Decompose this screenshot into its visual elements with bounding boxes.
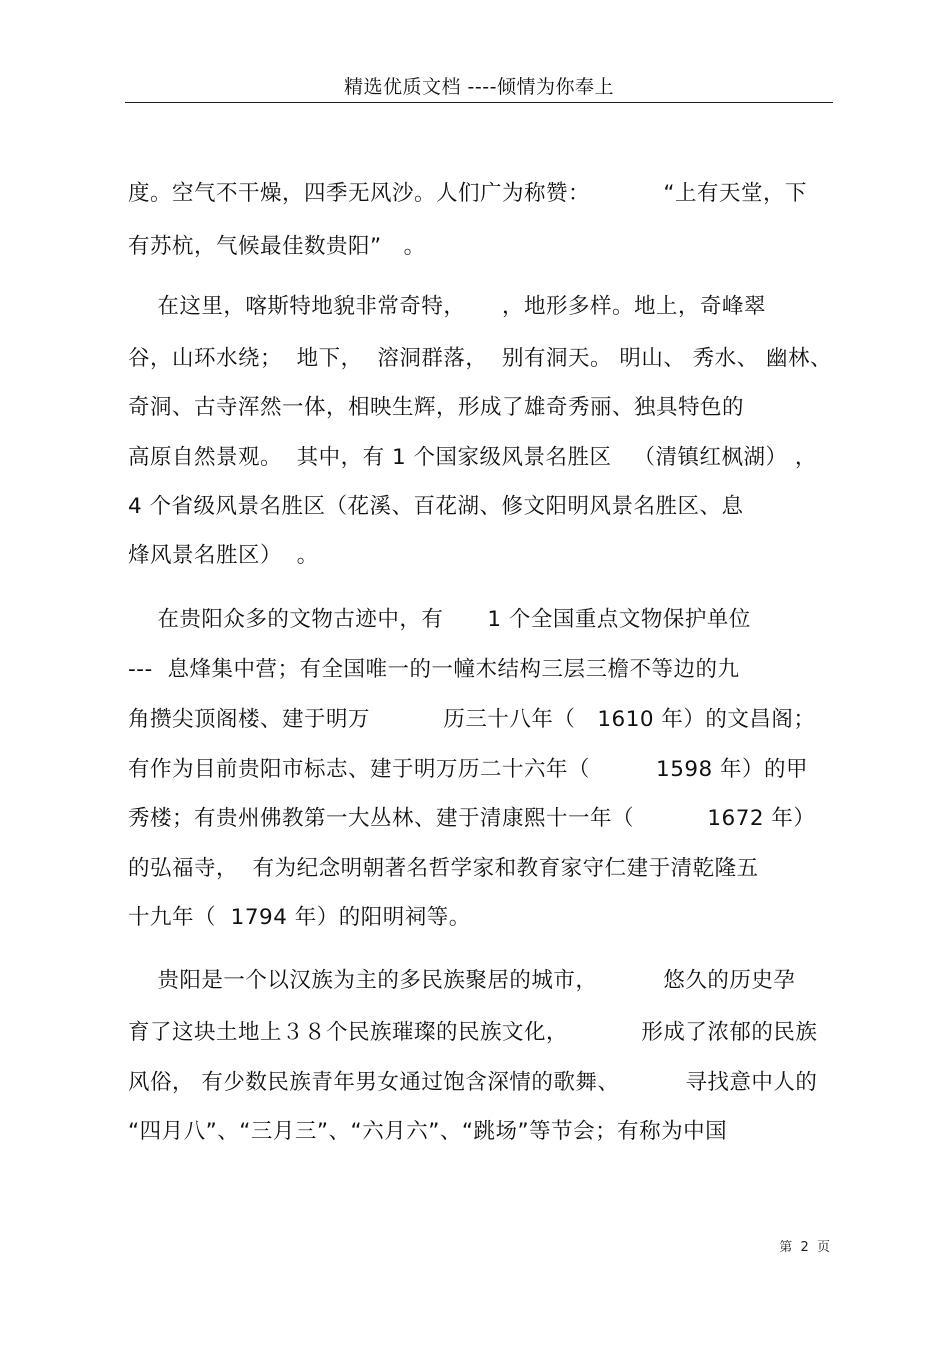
page-number: 第 2 页	[779, 1240, 830, 1255]
body-line: 育了这块土地上３８个民族璀璨的民族文化， 形成了浓郁的民族	[128, 1020, 818, 1045]
body-line: 在这里，喀斯特地貌非常奇特， ，地形多样。地上，奇峰翠	[128, 294, 767, 319]
body-line: 秀楼；有贵州佛教第一大丛林、建于清康熙十一年（ 1672 年）	[128, 806, 816, 831]
body-line: 有苏杭，气候最佳数贵阳” 。	[128, 234, 426, 259]
body-line: 贵阳是一个以汉族为主的多民族聚居的城市， 悠久的历史孕	[128, 968, 796, 993]
header-title: 精选优质文档 ----倾情为你奉上	[344, 76, 614, 98]
body-line: 在贵阳众多的文物古迹中，有 1 个全国重点文物保护单位	[128, 607, 751, 632]
body-line: 十九年（ 1794 年）的阳明祠等。	[128, 905, 471, 930]
body-line: 奇洞、古寺浑然一体，相映生辉，形成了雄奇秀丽、独具特色的	[128, 395, 745, 420]
body-line: 4 个省级风景名胜区（花溪、百花湖、修文阳明风景名胜区、息	[128, 494, 744, 519]
body-line: 度。空气不干燥，四季无风沙。人们广为称赞： “上有天堂，下	[128, 181, 807, 206]
body-line: --- 息烽集中营；有全国唯一的一幢木结构三层三檐不等边的九	[128, 657, 740, 682]
body-line: 有作为目前贵阳市标志、建于明万历二十六年（ 1598 年）的甲	[128, 757, 809, 782]
body-line: 高原自然景观。 其中，有 1 个国家级风景名胜区 （清镇红枫湖） ，	[128, 445, 817, 470]
body-line: 风俗， 有少数民族青年男女通过饱含深情的歌舞、 寻找意中人的	[128, 1070, 818, 1095]
body-line: 角攒尖顶阁楼、建于明万 历三十八年（ 1610 年）的文昌阁；	[128, 707, 816, 732]
body-line: 烽风景名胜区） 。	[128, 543, 319, 568]
body-line: 谷，山环水绕； 地下， 溶洞群落， 别有洞天。 明山、 秀水、 幽林、	[128, 346, 833, 371]
page-header	[125, 70, 833, 103]
body-line: 的弘福寺， 有为纪念明朝著名哲学家和教育家守仁建于清乾隆五	[128, 856, 759, 881]
body-line: “四月八”、“三月三”、“六月六”、“跳场”等节会；有称为中国	[128, 1119, 728, 1144]
